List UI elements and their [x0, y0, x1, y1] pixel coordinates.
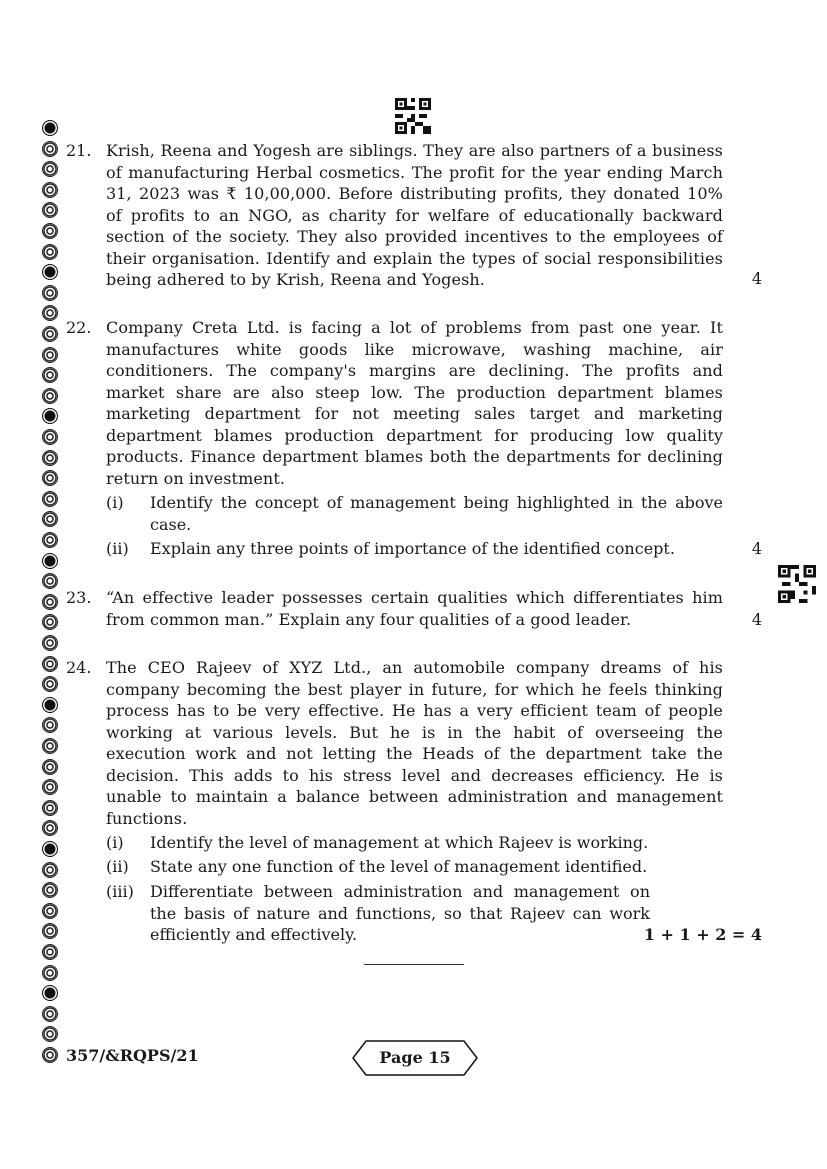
concentric-circle-icon — [42, 676, 58, 692]
sub-question-label: (ii) — [106, 857, 129, 876]
sub-question-text: Differentiate between administration and management on the basis of nature and functions, so that Rajeev can work efficiently and effectively. — [150, 882, 650, 944]
question-marks: 1 + 1 + 2 = 4 — [643, 925, 762, 944]
concentric-circle-icon — [42, 141, 58, 157]
question-marks: 4 — [751, 539, 762, 558]
concentric-circle-icon — [42, 573, 58, 589]
solid-circle-icon — [42, 553, 58, 569]
concentric-circle-icon — [42, 717, 58, 733]
sub-question-label: (i) — [106, 833, 124, 852]
sub-question-label: (i) — [106, 493, 124, 512]
question-text: The CEO Rajeev of XYZ Ltd., an automobile company dreams of his company becoming the best player in future, for which he feels thinking process has to be very effective. He has a very efficient team of people working at various levels. But he is in the habit of overseeing the execution work and not letting the Heads of the department take the decision. This adds to his stress level and decreases efficiency. He is unable to maintain a balance between administration and management functions. — [106, 658, 723, 828]
concentric-circle-icon — [42, 470, 58, 486]
concentric-circle-icon — [42, 862, 58, 878]
concentric-circle-icon — [42, 367, 58, 383]
concentric-circle-icon — [42, 656, 58, 672]
question-number: 23. — [66, 588, 92, 607]
solid-circle-icon — [42, 841, 58, 857]
sub-question-text: Explain any three points of importance of the identified concept. — [150, 539, 675, 558]
concentric-circle-icon — [42, 511, 58, 527]
solid-circle-icon — [42, 120, 58, 136]
concentric-circle-icon — [42, 944, 58, 960]
page-number: Page 15 — [379, 1048, 451, 1067]
concentric-circle-icon — [42, 635, 58, 651]
solid-circle-icon — [42, 408, 58, 424]
concentric-circle-icon — [42, 779, 58, 795]
concentric-circle-icon — [42, 903, 58, 919]
page-number-badge — [352, 1040, 478, 1076]
question-marks: 4 — [751, 610, 762, 629]
question-text: “An effective leader possesses certain qualities which differentiates him from common man.” Explain any four qualities of a good leader. — [106, 588, 723, 629]
concentric-circle-icon — [42, 594, 58, 610]
concentric-circle-icon — [42, 450, 58, 466]
concentric-circle-icon — [42, 532, 58, 548]
concentric-circle-icon — [42, 923, 58, 939]
solid-circle-icon — [42, 264, 58, 280]
qr-code-icon — [778, 565, 816, 603]
concentric-circle-icon — [42, 738, 58, 754]
concentric-circle-icon — [42, 820, 58, 836]
sub-question-label: (iii) — [106, 882, 134, 901]
paper-code: 357/&RQPS/21 — [66, 1046, 199, 1065]
solid-circle-icon — [42, 697, 58, 713]
concentric-circle-icon — [42, 244, 58, 260]
concentric-circle-icon — [42, 285, 58, 301]
question-text: Krish, Reena and Yogesh are siblings. They are also partners of a business of manufacturing Herbal cosmetics. The profit for the year ending March 31, 2023 was ₹ 10,00,000. Before distributing profits, they donated 10% of profits to an NGO, as charity for welfare of educationally backward section of the society. They also provided incentives to the employees of their organisation. Identify and explain the types of social responsibilities being adhered to by Krish, Reena and Yogesh. — [106, 141, 723, 289]
concentric-circle-icon — [42, 882, 58, 898]
concentric-circle-icon — [42, 223, 58, 239]
concentric-circle-icon — [42, 1047, 58, 1063]
concentric-circle-icon — [42, 800, 58, 816]
concentric-circle-icon — [42, 305, 58, 321]
concentric-circle-icon — [42, 202, 58, 218]
end-divider — [364, 964, 464, 965]
concentric-circle-icon — [42, 1006, 58, 1022]
concentric-circle-icon — [42, 347, 58, 363]
concentric-circle-icon — [42, 614, 58, 630]
concentric-circle-icon — [42, 759, 58, 775]
concentric-circle-icon — [42, 1026, 58, 1042]
solid-circle-icon — [42, 985, 58, 1001]
sub-question-text: Identify the level of management at which Rajeev is working. — [150, 833, 649, 852]
sub-question-label: (ii) — [106, 539, 129, 558]
question-marks: 4 — [751, 269, 762, 288]
question-number: 22. — [66, 318, 92, 337]
concentric-circle-icon — [42, 326, 58, 342]
concentric-circle-icon — [42, 388, 58, 404]
question-number: 21. — [66, 141, 92, 160]
concentric-circle-icon — [42, 429, 58, 445]
qr-code-icon — [395, 98, 431, 134]
sub-question-text: State any one function of the level of management identified. — [150, 857, 648, 876]
sub-question-text: Identify the concept of management being highlighted in the above case. — [150, 493, 723, 534]
concentric-circle-icon — [42, 182, 58, 198]
question-number: 24. — [66, 658, 92, 677]
concentric-circle-icon — [42, 965, 58, 981]
concentric-circle-icon — [42, 161, 58, 177]
concentric-circle-icon — [42, 491, 58, 507]
margin-circle-strip — [42, 120, 62, 1065]
question-text: Company Creta Ltd. is facing a lot of problems from past one year. It manufactures white goods like microwave, washing machine, air conditioners. The company's margins are declining. The profits and market share are also steep low. The production department blames marketing department for not meeting sales target and marketing department blames production department for producing low quality products. Finance department blames both the departments for declining return on investment. — [106, 318, 723, 488]
